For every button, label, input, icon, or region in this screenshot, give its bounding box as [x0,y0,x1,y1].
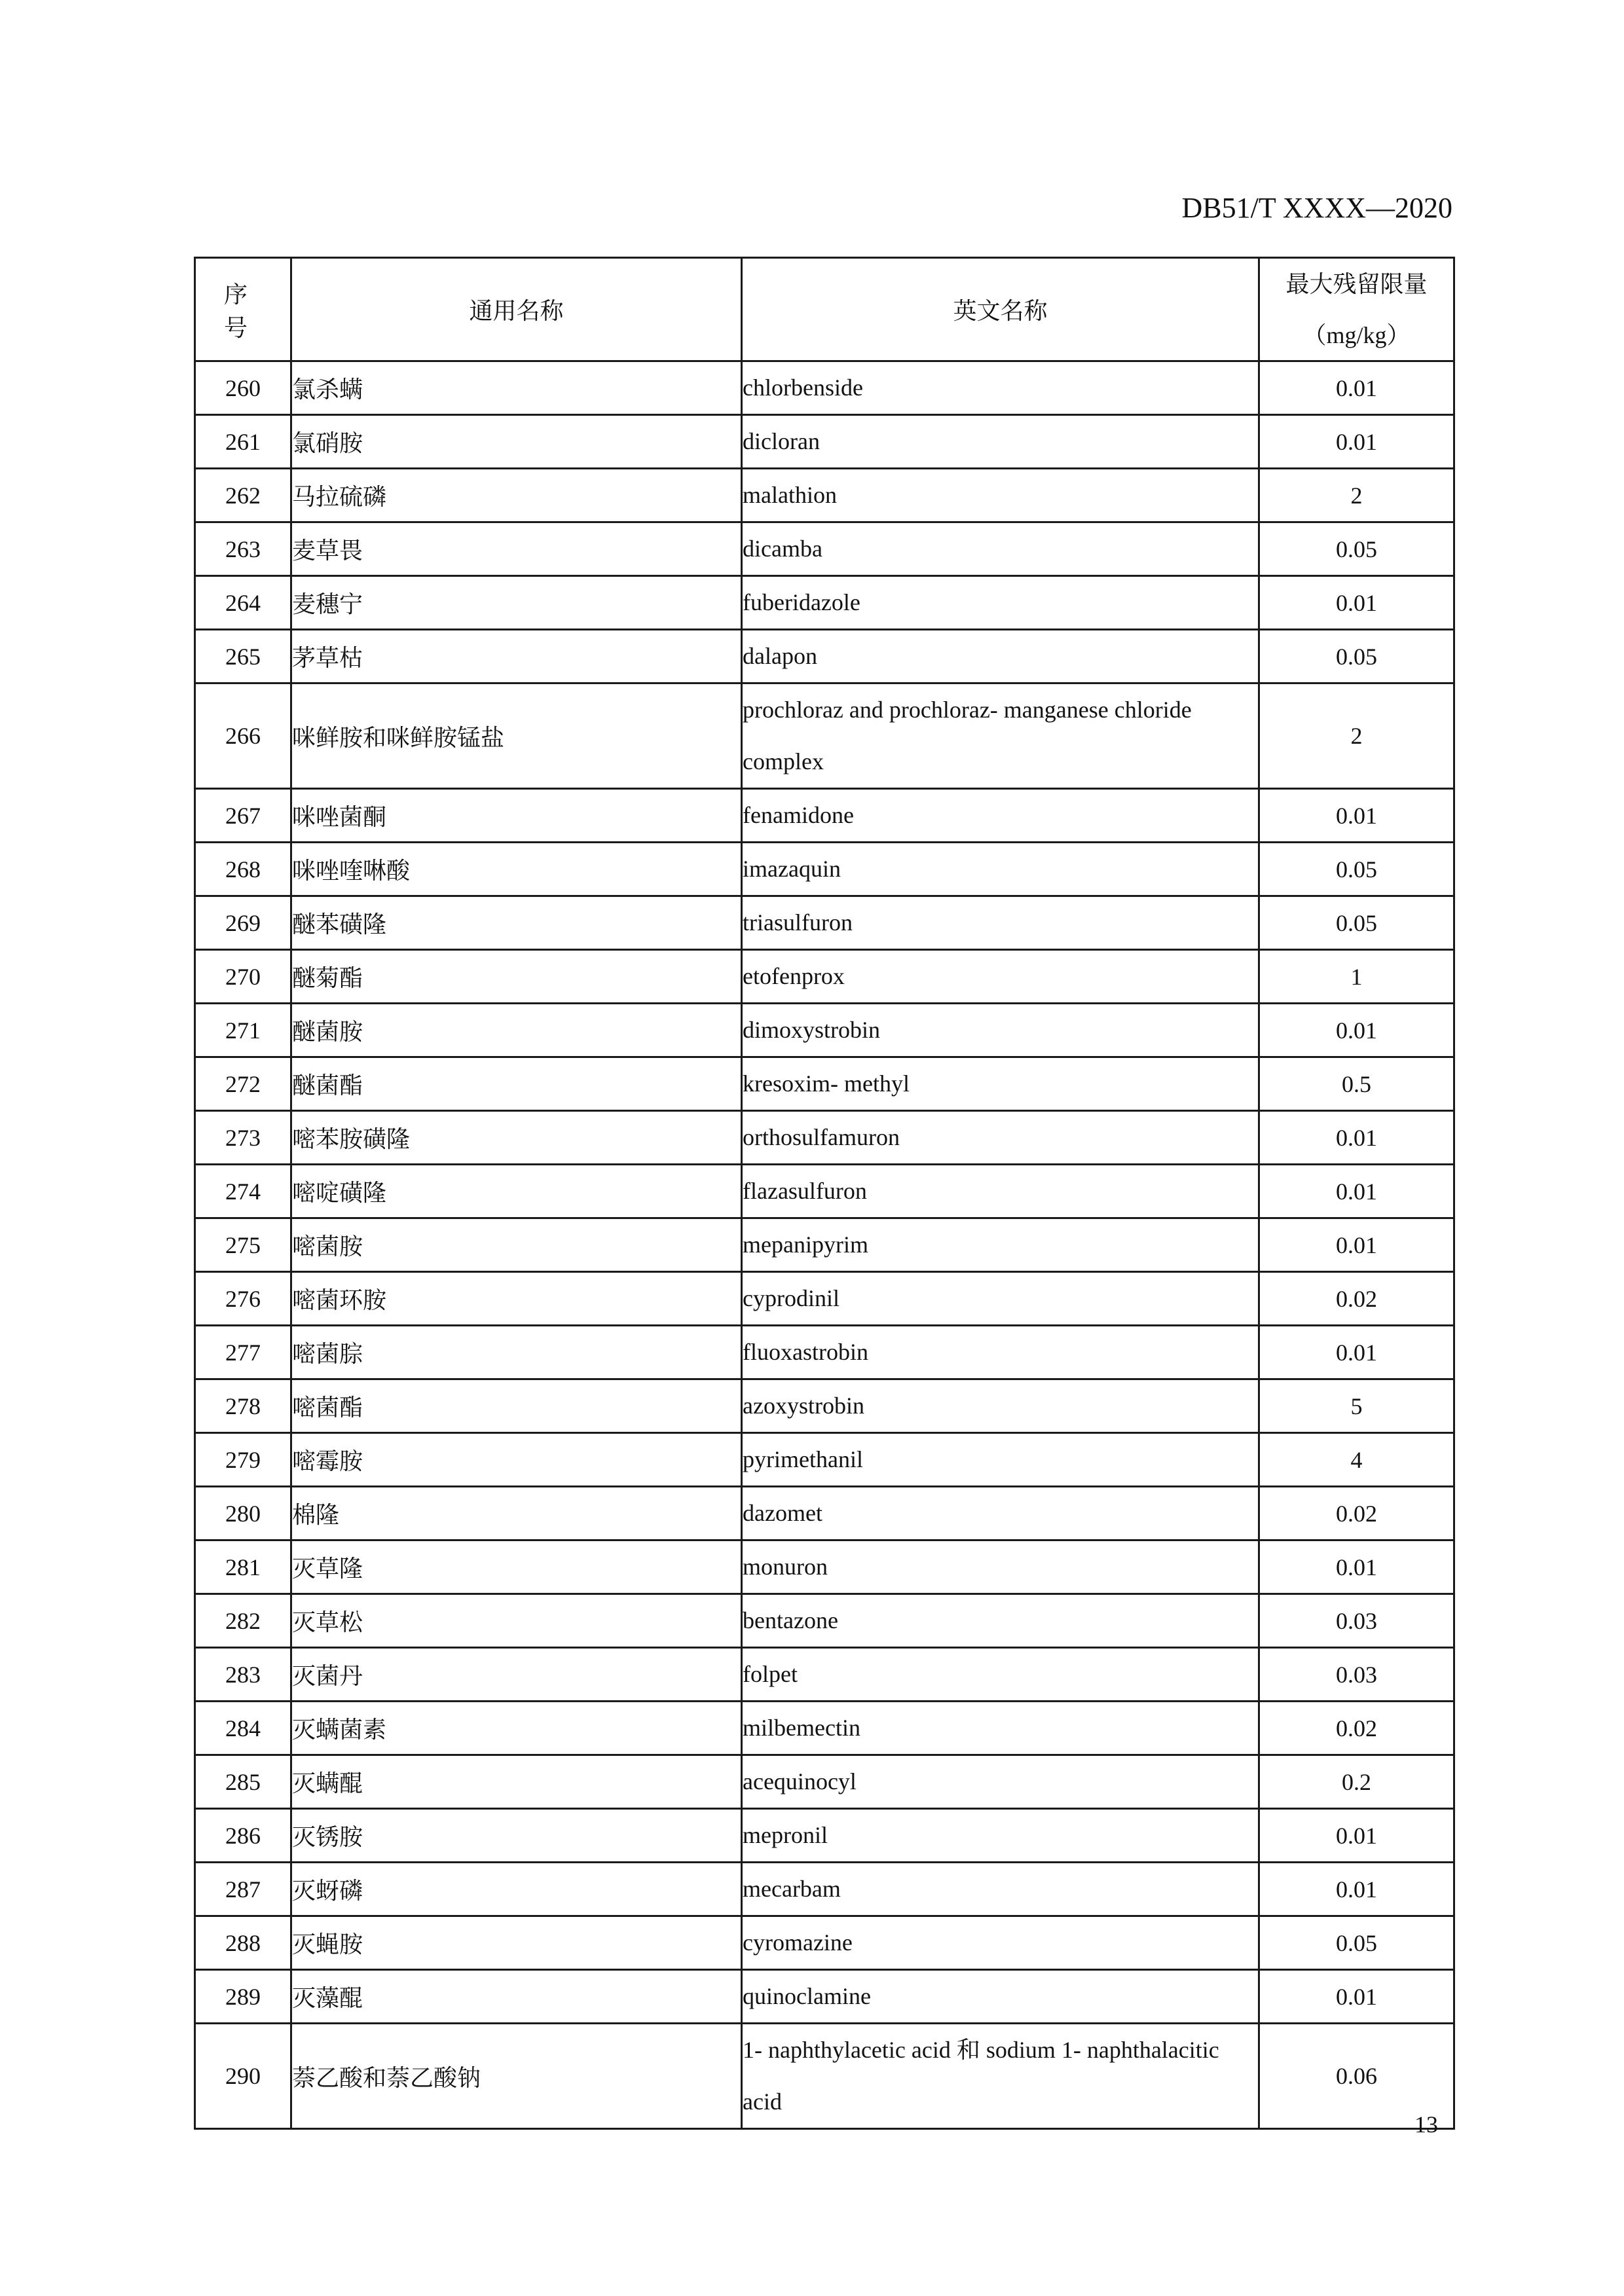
table-row [195,630,1454,683]
row-mrl-value: 0.01 [1259,1165,1454,1218]
row-mrl-value: 0.02 [1259,1702,1454,1755]
row-seq: 285 [195,1755,291,1809]
row-mrl-value: 0.03 [1259,1594,1454,1648]
table-row [195,950,1454,1004]
row-english-name: monuron [742,1540,1259,1594]
row-mrl-value: 0.01 [1259,789,1454,843]
row-seq: 276 [195,1272,291,1326]
row-seq: 265 [195,630,291,683]
table-row [195,843,1454,896]
row-seq: 280 [195,1487,291,1540]
row-mrl-value: 0.03 [1259,1648,1454,1702]
table-row [195,1755,1454,1809]
row-common-name: 棉隆 [291,1487,742,1540]
row-english-name: dazomet [742,1487,1259,1540]
table-row [195,469,1454,522]
table-row [195,1702,1454,1755]
table-row [195,522,1454,576]
row-english-name: folpet [742,1648,1259,1702]
table-row [195,2024,1454,2129]
row-seq: 261 [195,415,291,469]
row-seq: 277 [195,1326,291,1379]
row-seq: 290 [195,2024,291,2129]
row-seq: 287 [195,1863,291,1916]
document-code: DB51/T XXXX—2020 [1181,192,1452,224]
page-number: 13 [1414,2111,1438,2138]
row-common-name: 灭草松 [291,1594,742,1648]
row-english-name: milbemectin [742,1702,1259,1755]
table-row [195,1970,1454,2024]
row-seq: 288 [195,1916,291,1970]
table-row [195,1433,1454,1487]
table-row [195,896,1454,950]
row-common-name: 灭菌丹 [291,1648,742,1702]
row-mrl-value: 0.01 [1259,1218,1454,1272]
row-english-name: orthosulfamuron [742,1111,1259,1165]
row-english-name: flazasulfuron [742,1165,1259,1218]
row-english-name: imazaquin [742,843,1259,896]
row-mrl-value: 0.05 [1259,896,1454,950]
row-english-name: fenamidone [742,789,1259,843]
row-common-name: 灭锈胺 [291,1809,742,1863]
row-english-name: azoxystrobin [742,1379,1259,1433]
mrl-header-unit: （mg/kg） [1302,321,1411,348]
table-row [195,1487,1454,1540]
table-row [195,1057,1454,1111]
row-seq: 283 [195,1648,291,1702]
table-row [195,1863,1454,1916]
row-common-name: 嘧菌酯 [291,1379,742,1433]
table-row [195,1809,1454,1863]
row-common-name: 嘧苯胺磺隆 [291,1111,742,1165]
table-row [195,1272,1454,1326]
row-english-name: fuberidazole [742,576,1259,630]
row-common-name: 咪鲜胺和咪鲜胺锰盐 [291,683,742,789]
table-row [195,1111,1454,1165]
row-common-name: 灭草隆 [291,1540,742,1594]
row-english-name: cyromazine [742,1916,1259,1970]
row-mrl-value: 0.05 [1259,630,1454,683]
row-common-name: 嘧霉胺 [291,1433,742,1487]
row-common-name: 咪唑喹啉酸 [291,843,742,896]
row-mrl-value: 5 [1259,1379,1454,1433]
row-english-name: chlorbenside [742,361,1259,415]
row-seq: 284 [195,1702,291,1755]
row-mrl-value: 1 [1259,950,1454,1004]
row-english-name: dicamba [742,522,1259,576]
row-mrl-value: 0.01 [1259,415,1454,469]
row-mrl-value: 2 [1259,683,1454,789]
row-mrl-value: 0.5 [1259,1057,1454,1111]
row-seq: 273 [195,1111,291,1165]
table-row [195,789,1454,843]
row-mrl-value: 0.05 [1259,843,1454,896]
table-row [195,1218,1454,1272]
row-common-name: 咪唑菌酮 [291,789,742,843]
row-common-name: 麦草畏 [291,522,742,576]
table-row [195,1326,1454,1379]
row-mrl-value: 0.01 [1259,1111,1454,1165]
row-seq: 266 [195,683,291,789]
row-mrl-value: 0.02 [1259,1487,1454,1540]
row-english-name: mecarbam [742,1863,1259,1916]
row-mrl-value: 0.01 [1259,1970,1454,2024]
row-common-name: 马拉硫磷 [291,469,742,522]
row-english-name: kresoxim- methyl [742,1057,1259,1111]
row-english-name: dimoxystrobin [742,1004,1259,1057]
row-mrl-value: 0.05 [1259,1916,1454,1970]
row-mrl-value: 0.01 [1259,576,1454,630]
row-mrl-value: 0.2 [1259,1755,1454,1809]
row-seq: 262 [195,469,291,522]
row-seq: 267 [195,789,291,843]
row-common-name: 嘧菌腙 [291,1326,742,1379]
table-row [195,1540,1454,1594]
row-common-name: 嘧啶磺隆 [291,1165,742,1218]
row-seq: 260 [195,361,291,415]
row-seq: 272 [195,1057,291,1111]
row-english-name: pyrimethanil [742,1433,1259,1487]
row-english-name: etofenprox [742,950,1259,1004]
row-common-name: 麦穗宁 [291,576,742,630]
row-seq: 286 [195,1809,291,1863]
row-mrl-value: 0.01 [1259,361,1454,415]
row-common-name: 灭螨醌 [291,1755,742,1809]
row-seq: 263 [195,522,291,576]
row-mrl-value: 0.01 [1259,1540,1454,1594]
row-seq: 264 [195,576,291,630]
row-english-name: malathion [742,469,1259,522]
column-header-english-name: 英文名称 [742,258,1259,361]
row-common-name: 灭螨菌素 [291,1702,742,1755]
row-common-name: 灭藻醌 [291,1970,742,2024]
row-common-name: 醚苯磺隆 [291,896,742,950]
row-common-name: 氯杀螨 [291,361,742,415]
row-english-name: 1- naphthylacetic acid 和 sodium 1- naphthalacitic acid [742,2024,1259,2129]
mrl-header-label: 最大残留限量 [1285,270,1428,297]
table-row [195,1379,1454,1433]
table-row [195,1648,1454,1702]
row-mrl-value: 0.01 [1259,1863,1454,1916]
row-common-name: 氯硝胺 [291,415,742,469]
row-common-name: 醚菌酯 [291,1057,742,1111]
row-seq: 282 [195,1594,291,1648]
row-seq: 271 [195,1004,291,1057]
row-english-name: cyprodinil [742,1272,1259,1326]
table-row [195,361,1454,415]
row-seq: 268 [195,843,291,896]
row-common-name: 萘乙酸和萘乙酸钠 [291,2024,742,2129]
table-row [195,1916,1454,1970]
row-english-name: quinoclamine [742,1970,1259,2024]
row-mrl-value: 2 [1259,469,1454,522]
row-common-name: 灭蚜磷 [291,1863,742,1916]
table-header-row [195,258,1454,361]
row-english-name: triasulfuron [742,896,1259,950]
row-seq: 274 [195,1165,291,1218]
table-row [195,1004,1454,1057]
row-english-name: dalapon [742,630,1259,683]
row-common-name: 茅草枯 [291,630,742,683]
column-header-seq: 序 号 [195,258,291,361]
row-seq: 269 [195,896,291,950]
row-english-name: mepanipyrim [742,1218,1259,1272]
row-seq: 270 [195,950,291,1004]
row-common-name: 醚菌胺 [291,1004,742,1057]
row-mrl-value: 0.06 [1259,2024,1454,2129]
row-seq: 281 [195,1540,291,1594]
column-header-common-name: 通用名称 [291,258,742,361]
row-english-name: bentazone [742,1594,1259,1648]
row-common-name: 嘧菌环胺 [291,1272,742,1326]
table-row [195,415,1454,469]
row-common-name: 嘧菌胺 [291,1218,742,1272]
row-english-name: fluoxastrobin [742,1326,1259,1379]
row-english-name: acequinocyl [742,1755,1259,1809]
row-seq: 275 [195,1218,291,1272]
row-english-name: mepronil [742,1809,1259,1863]
row-common-name: 醚菊酯 [291,950,742,1004]
row-english-name: prochloraz and prochloraz- manganese chloride complex [742,683,1259,789]
table-row [195,1594,1454,1648]
row-common-name: 灭蝇胺 [291,1916,742,1970]
column-header-mrl [1259,258,1454,361]
row-mrl-value: 0.05 [1259,522,1454,576]
table-row [195,683,1454,789]
row-seq: 289 [195,1970,291,2024]
table-row [195,576,1454,630]
row-mrl-value: 0.01 [1259,1326,1454,1379]
row-seq: 278 [195,1379,291,1433]
row-mrl-value: 4 [1259,1433,1454,1487]
row-mrl-value: 0.01 [1259,1809,1454,1863]
row-mrl-value: 0.02 [1259,1272,1454,1326]
mrl-table [194,257,1455,2130]
row-english-name: dicloran [742,415,1259,469]
row-seq: 279 [195,1433,291,1487]
table-row [195,1165,1454,1218]
row-mrl-value: 0.01 [1259,1004,1454,1057]
